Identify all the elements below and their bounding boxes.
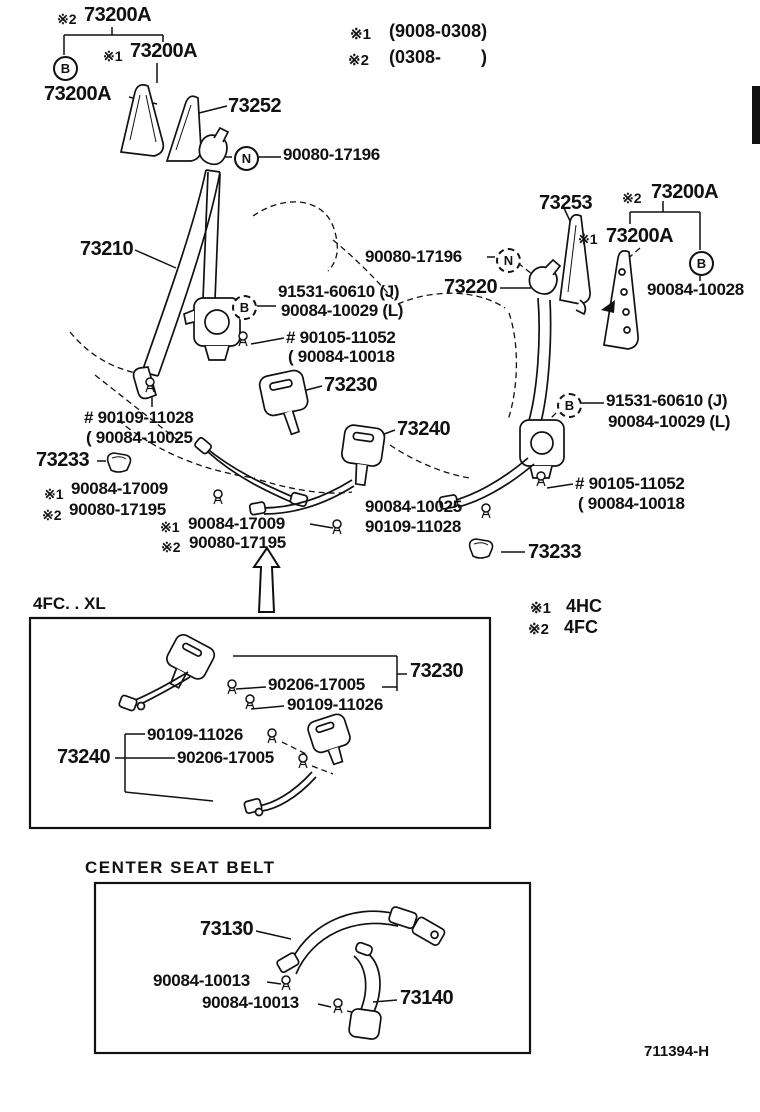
part-label-90084-17009-mid: 90084-17009 — [188, 514, 285, 533]
legend-4hc-symbol: ※1 — [530, 600, 551, 617]
legend-4fc-value: 4FC — [564, 617, 599, 637]
part-label-90109-11028-left: # 90109-11028 — [84, 408, 194, 427]
variant-box-title: 4FC. . XL — [33, 594, 106, 613]
note2-symbol-right: ※2 — [622, 190, 642, 206]
variant-box-parts — [118, 632, 356, 816]
marker-n-left: N — [234, 146, 259, 171]
part-label-90084-17009-left: 90084-17009 — [71, 479, 168, 498]
legend-note2-symbol: ※2 — [348, 52, 369, 69]
part-label-73200a-left: 73200A — [44, 83, 112, 105]
marker-n-mid: N — [496, 248, 521, 273]
part-label-73233-left: 73233 — [36, 449, 90, 471]
part-label-73253: 73253 — [539, 192, 593, 214]
right-belt-assembly — [439, 215, 638, 509]
part-label-90109-11028-mid: 90109-11028 — [365, 517, 461, 536]
note1-symbol-17009-mid: ※1 — [160, 519, 180, 535]
legend-4fc-symbol: ※2 — [528, 621, 549, 638]
part-label-90109-11026-top: 90109-11026 — [287, 695, 383, 714]
legend-note1-value: (9008-0308) — [389, 21, 488, 41]
part-label-90084-10018-left: ( 90084-10018 — [288, 347, 395, 366]
part-label-73230-main: 73230 — [324, 374, 378, 396]
part-label-91531-60610-left: 91531-60610 (J) — [278, 282, 400, 301]
part-label-90080-17196-left: 90080-17196 — [283, 145, 380, 164]
up-arrow — [254, 548, 279, 612]
part-label-73130: 73130 — [200, 918, 254, 940]
variant-box-frame — [30, 618, 490, 828]
note2-symbol: ※2 — [57, 11, 77, 27]
note2-symbol-17195-left: ※2 — [42, 507, 62, 523]
part-label-90105-11052-right: # 90105-11052 — [575, 474, 685, 493]
part-label-73233-right: 73233 — [528, 541, 582, 563]
center-box-frame — [95, 883, 530, 1053]
part-label-90084-10013-1: 90084-10013 — [153, 971, 250, 990]
marker-b-top-right: B — [689, 251, 714, 276]
left-belt-assembly — [121, 85, 240, 399]
drawing-code: 711394-H — [644, 1043, 710, 1060]
part-label-73220: 73220 — [444, 276, 498, 298]
part-label-73240-box: 73240 — [57, 746, 111, 768]
legend-note1-symbol: ※1 — [350, 26, 371, 43]
part-label-90084-10025-left: ( 90084-10025 — [86, 428, 193, 447]
part-label-73200a-right-note2: 73200A — [651, 181, 719, 203]
part-label-90080-17196-mid: 90080-17196 — [365, 247, 462, 266]
part-label-90105-11052-left: # 90105-11052 — [286, 328, 396, 347]
part-label-90084-10018-right: ( 90084-10018 — [578, 494, 685, 513]
part-label-73140: 73140 — [400, 987, 454, 1009]
note2-symbol-17195-mid: ※2 — [161, 539, 181, 555]
part-label-90080-17195-mid: 90080-17195 — [189, 533, 286, 552]
part-label-90084-10025-mid: 90084-10025 — [365, 497, 462, 516]
part-label-73200a-note2: 73200A — [84, 4, 152, 26]
part-label-91531-60610-right: 91531-60610 (J) — [606, 391, 728, 410]
part-label-90084-10029-left: 90084-10029 (L) — [281, 301, 404, 320]
center-box-title: CENTER SEAT BELT — [85, 858, 276, 877]
part-label-90206-17005-top: 90206-17005 — [268, 675, 365, 694]
part-label-73210: 73210 — [80, 238, 134, 260]
note1-symbol-17009-left: ※1 — [44, 486, 64, 502]
note1-symbol: ※1 — [103, 48, 123, 64]
center-box-parts — [276, 906, 446, 1040]
legend-4hc-value: 4HC — [566, 596, 603, 616]
legend-note2-value: (0308- ) — [389, 47, 488, 67]
part-label-90084-10013-2: 90084-10013 — [202, 993, 299, 1012]
part-label-90084-10028: 90084-10028 — [647, 280, 744, 299]
part-label-73200a-note1: 73200A — [130, 40, 198, 62]
part-label-73252: 73252 — [228, 95, 282, 117]
part-label-73230-box: 73230 — [410, 660, 464, 682]
marker-b-mid-right: B — [557, 393, 582, 418]
part-label-73200a-right-note1: 73200A — [606, 225, 674, 247]
part-label-73240-main: 73240 — [397, 418, 451, 440]
note1-symbol-right: ※1 — [578, 231, 598, 247]
marker-b-mid-left: B — [232, 295, 257, 320]
page-edge-mark — [752, 86, 760, 144]
part-label-90109-11026-bottom: 90109-11026 — [147, 725, 243, 744]
part-label-90084-10029-right: 90084-10029 (L) — [608, 412, 731, 431]
part-label-90080-17195-left: 90080-17195 — [69, 500, 166, 519]
part-label-90206-17005-bottom: 90206-17005 — [177, 748, 274, 767]
marker-b-top-left: B — [53, 56, 78, 81]
